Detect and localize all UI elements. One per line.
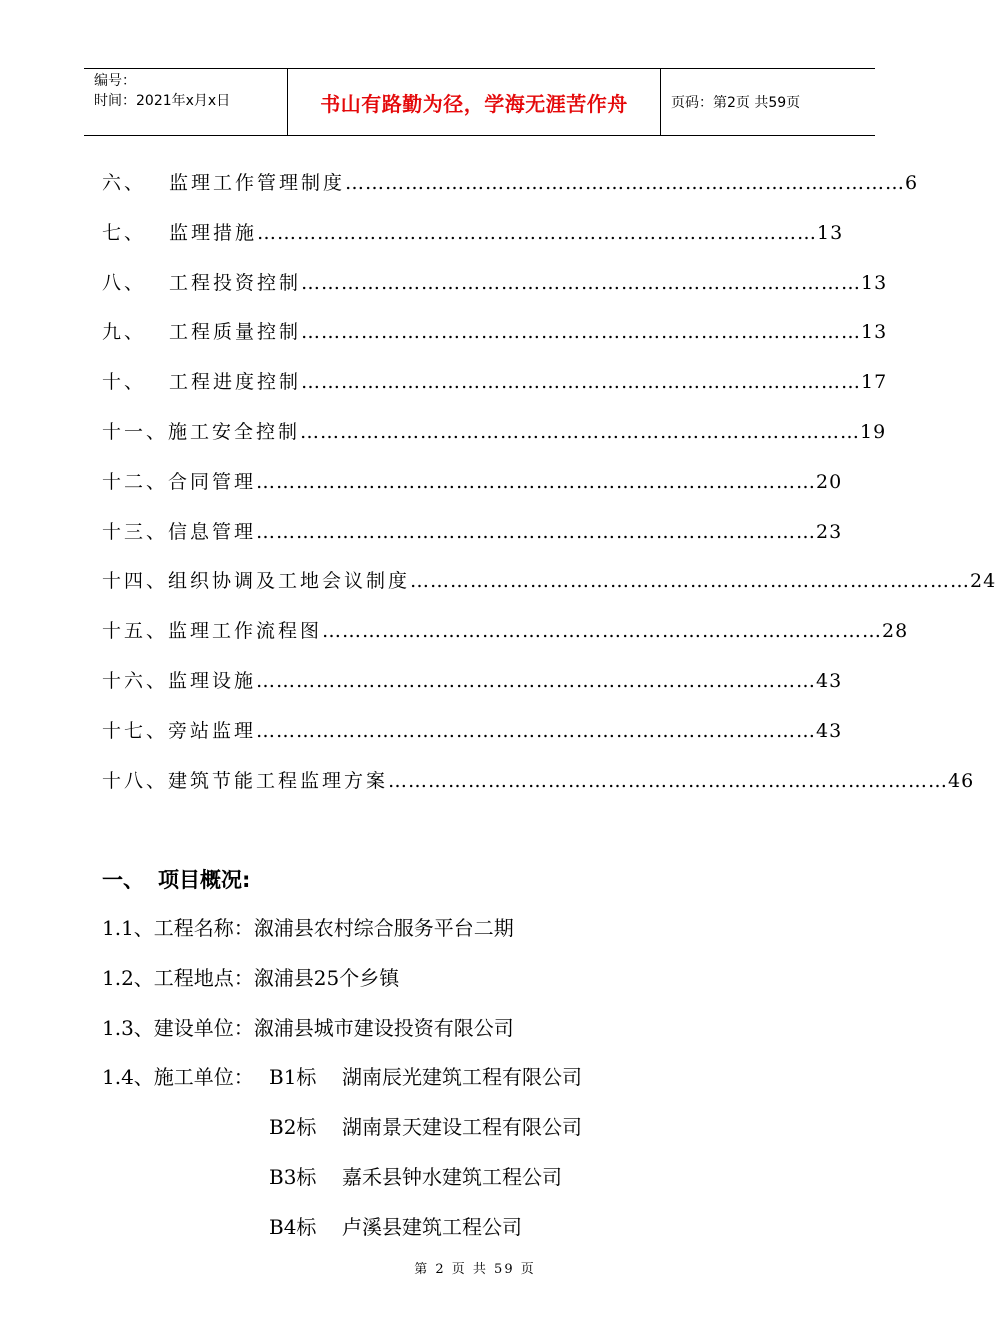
toc-entry-number: 八、 <box>102 271 147 294</box>
toc-entry-page: 19 <box>860 420 887 443</box>
header-motto-cell <box>287 69 661 135</box>
info-row <box>102 962 802 1012</box>
info-value: 溆浦县25个乡镇 <box>253 965 400 990</box>
toc-entry-title: 施工安全控制 <box>168 420 301 443</box>
toc-entry[interactable] <box>102 566 996 616</box>
toc-entry[interactable] <box>102 367 888 417</box>
bid-section: B1标 <box>269 1065 317 1090</box>
construction-unit-label: 1.4、施工单位： <box>102 1065 254 1090</box>
toc-leader-dots: ………………………………………………………………………… <box>301 371 862 394</box>
toc-entry-page: 17 <box>861 371 888 394</box>
toc-entry-number: 七、 <box>102 221 147 244</box>
toc-leader-dots: ………………………………………………………………………… <box>410 570 971 593</box>
page-footer: 第 2 页 共 59 页 <box>414 1262 536 1277</box>
toc-leader-dots: ………………………………………………………………………… <box>322 620 883 643</box>
info-row <box>102 1012 802 1062</box>
bid-section: B2标 <box>269 1115 317 1140</box>
project-overview <box>102 912 802 1261</box>
toc-entry[interactable] <box>102 417 887 467</box>
toc-entry-number: 十七、 <box>102 719 169 742</box>
header-number-label: 编号： <box>94 73 136 89</box>
construction-unit-row <box>102 1161 802 1211</box>
toc-entry-title: 监理工作流程图 <box>168 620 323 643</box>
toc-entry-page: 43 <box>816 669 843 692</box>
toc-entry-title: 工程投资控制 <box>169 271 302 294</box>
toc-entry[interactable] <box>102 168 919 218</box>
toc-entry-title: 监理设施 <box>168 669 257 692</box>
toc-entry[interactable] <box>102 666 843 716</box>
toc-entry[interactable] <box>102 716 843 766</box>
toc-entry-title: 工程质量控制 <box>169 321 302 344</box>
toc-entry[interactable] <box>102 268 888 318</box>
header-time-label: 时间：2021年x月x日 <box>94 93 231 109</box>
toc-entry-number: 十三、 <box>102 520 169 543</box>
construction-unit-row <box>102 1061 802 1111</box>
toc-entry-title: 组织协调及工地会议制度 <box>168 570 411 593</box>
toc-leader-dots: ………………………………………………………………………… <box>256 520 817 543</box>
info-row <box>102 912 802 962</box>
toc-entry-title: 工程进度控制 <box>169 371 302 394</box>
toc-entry-page: 13 <box>817 221 844 244</box>
info-value: 溆浦县城市建设投资有限公司 <box>253 1015 514 1040</box>
toc-entry-page: 46 <box>948 769 975 792</box>
toc-entry-number: 十六、 <box>102 669 169 692</box>
toc-entry-page: 43 <box>816 719 843 742</box>
toc-leader-dots: ………………………………………………………………………… <box>345 172 906 194</box>
toc-leader-dots: ………………………………………………………………………… <box>300 420 861 443</box>
toc-entry-page: 13 <box>861 271 888 294</box>
toc-entry-title: 信息管理 <box>168 520 257 543</box>
toc-entry[interactable] <box>102 218 844 268</box>
toc-entry-number: 十八、 <box>102 769 169 792</box>
info-label: 1.1、工程名称： <box>102 916 254 940</box>
toc-entry-page: 6 <box>905 172 919 194</box>
toc-entry[interactable] <box>102 317 888 367</box>
contractor-name: 嘉禾县钟水建筑工程公司 <box>342 1164 562 1189</box>
info-value: 溆浦县农村综合服务平台二期 <box>253 916 514 940</box>
toc-entry-page: 28 <box>882 620 909 643</box>
toc-entry[interactable] <box>102 616 909 666</box>
toc-entry-page: 20 <box>816 470 843 493</box>
toc-entry-title: 监理措施 <box>169 221 258 244</box>
toc-leader-dots: ………………………………………………………………………… <box>301 321 862 344</box>
toc-entry-title: 监理工作管理制度 <box>169 172 346 194</box>
toc-entry-title: 旁站监理 <box>168 719 257 742</box>
contractor-name: 卢溪县建筑工程公司 <box>342 1214 522 1239</box>
info-label: 1.3、建设单位： <box>102 1015 254 1040</box>
toc-leader-dots: ………………………………………………………………………… <box>256 669 817 692</box>
toc-entry-page: 13 <box>861 321 888 344</box>
toc-entry[interactable] <box>102 467 843 517</box>
toc-entry-number: 十五、 <box>102 620 169 643</box>
info-label: 1.2、工程地点： <box>102 965 254 990</box>
toc-leader-dots: ………………………………………………………………………… <box>388 769 949 792</box>
toc-entry-number: 十二、 <box>102 470 169 493</box>
bid-section: B3标 <box>269 1164 317 1189</box>
toc-entry-title: 合同管理 <box>168 470 257 493</box>
header-page-info: 页码：第2页 共59页 <box>671 95 801 111</box>
bid-section: B4标 <box>269 1214 317 1239</box>
construction-unit-row <box>102 1211 802 1261</box>
header-meta <box>84 69 287 135</box>
toc-leader-dots: ………………………………………………………………………… <box>256 470 817 493</box>
toc-entry[interactable] <box>102 517 843 567</box>
toc-entry-number: 十一、 <box>102 420 169 443</box>
toc-entry-page: 23 <box>816 520 843 543</box>
toc-entry-title: 建筑节能工程监理方案 <box>168 769 389 792</box>
toc-entry[interactable] <box>102 766 975 816</box>
header-motto: 书山有路勤为径，学海无涯苦作舟 <box>320 91 628 116</box>
toc-leader-dots: ………………………………………………………………………… <box>257 221 818 244</box>
toc-entry-number: 九、 <box>102 321 147 344</box>
toc-entry-number: 十、 <box>102 371 147 394</box>
section-title: 项目概况: <box>158 868 251 892</box>
construction-unit-row <box>102 1111 802 1161</box>
contractor-name: 湖南辰光建筑工程有限公司 <box>342 1065 582 1090</box>
table-of-contents <box>102 168 996 815</box>
toc-leader-dots: ………………………………………………………………………… <box>301 271 862 294</box>
toc-entry-page: 24 <box>970 570 996 593</box>
toc-entry-number: 六、 <box>102 172 147 194</box>
toc-leader-dots: ………………………………………………………………………… <box>256 719 817 742</box>
page-header <box>84 68 875 136</box>
toc-entry-number: 十四、 <box>102 570 169 593</box>
section-number: 一、 <box>102 868 144 892</box>
section-heading <box>102 864 250 894</box>
contractor-name: 湖南景天建设工程有限公司 <box>342 1115 582 1140</box>
